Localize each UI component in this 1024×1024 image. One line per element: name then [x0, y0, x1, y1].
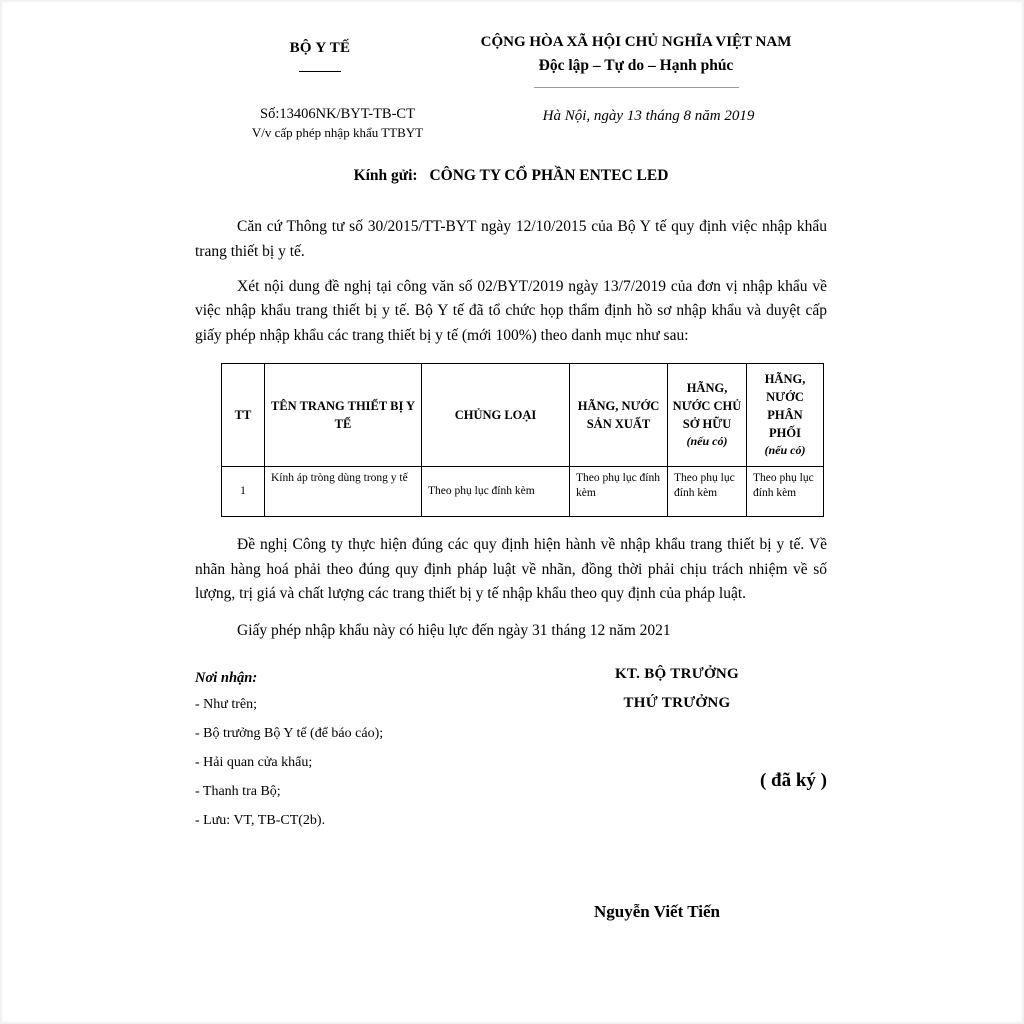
- issuing-agency-name: BỘ Y TẾ: [289, 40, 351, 56]
- table-header-manufacturer: HÃNG, NƯỚC SẢN XUẤT: [570, 363, 668, 466]
- cell-owner: Theo phụ lục đính kèm: [668, 466, 747, 516]
- recipients-label: Nơi nhận:: [195, 670, 258, 687]
- signer-title-acting: KT. BỘ TRƯỞNG: [614, 666, 740, 683]
- table-header-distributor: HÃNG, NƯỚC PHÂN PHỐI (nếu có): [747, 363, 824, 466]
- salutation-recipient: CÔNG TY CỔ PHẦN ENTEC LED: [429, 167, 669, 184]
- national-header-block: [445, 34, 827, 88]
- signer-name: Nguyễn Viết Tiến: [594, 902, 720, 922]
- document-number: Số:13406NK/BYT-TB-CT: [260, 106, 415, 122]
- signed-stamp-note: ( đã ký ): [759, 770, 827, 792]
- salutation-label: Kính gửi:: [353, 167, 418, 184]
- recipient-item: - Như trên;: [195, 697, 258, 713]
- national-title: CỘNG HÒA XÃ HỘI CHỦ NGHĨA VIỆT NAM: [480, 34, 792, 50]
- paragraph-approval: Xét nội dung đề nghị tại công văn số 02/BYT/2019 ngày 13/7/2019 của đơn vị nhập khẩu về việc nhập khẩu trang thiết bị y tế. Bộ Y tế đã tổ chức họp thẩm định hồ sơ nhập khẩu và duyệt cấp giấy phép nhập khẩu các trang thiết bị y tế (mới 100%) theo danh mục như sau:: [195, 277, 827, 345]
- motto-underline: [534, 87, 739, 88]
- table-header-row: [222, 363, 824, 466]
- table-header-owner: HÃNG, NƯỚC CHỦ SỞ HỮU (nếu có): [668, 363, 747, 466]
- salutation-line: [195, 167, 827, 185]
- signature-block: [527, 666, 827, 922]
- cell-category: Theo phụ lục đính kèm: [422, 466, 570, 516]
- table-header-device-name: TÊN TRANG THIẾT BỊ Y TẾ: [265, 363, 422, 466]
- paragraph-validity: Giấy phép nhập khẩu này có hiệu lực đến ngày 31 tháng 12 năm 2021: [237, 622, 671, 640]
- table-header-tt: TT: [222, 363, 265, 466]
- document-date-block: [470, 106, 827, 141]
- agency-underline: [299, 71, 341, 72]
- paragraph-obligations: Đề nghị Công ty thực hiện đúng các quy định hiện hành về nhập khẩu trang thiết bị y tế. Về nhãn hàng hoá phải theo đúng quy định pháp luật về nhãn, đồng thời phải chịu trách nhiệm về số lượng, trị giá và chất lượng các trang thiết bị y tế nhập khẩu theo quy định của pháp luật.: [195, 535, 827, 603]
- cell-manufacturer: Theo phụ lục đính kèm: [570, 466, 668, 516]
- license-table: [221, 363, 824, 517]
- document-header: [195, 34, 827, 88]
- recipient-item: - Hải quan cửa khẩu;: [195, 755, 313, 771]
- national-motto: Độc lập – Tự do – Hạnh phúc: [538, 57, 734, 74]
- cell-device-name: Kính áp tròng dùng trong y tế: [265, 466, 422, 516]
- table-header-category: CHỦNG LOẠI: [422, 363, 570, 466]
- document-number-block: [195, 106, 470, 141]
- issuing-agency-block: [195, 34, 445, 88]
- signer-title-deputy: THỨ TRƯỞNG: [623, 695, 731, 712]
- document-date: Hà Nội, ngày 13 tháng 8 năm 2019: [542, 108, 755, 124]
- recipient-item: - Bộ trưởng Bộ Y tế (để báo cáo);: [195, 726, 384, 742]
- recipients-block: [195, 666, 527, 922]
- document-footer: [195, 666, 827, 922]
- table-row: [222, 466, 824, 516]
- paragraph-legal-basis: Căn cứ Thông tư số 30/2015/TT-BYT ngày 12/10/2015 của Bộ Y tế quy định việc nhập khẩu trang thiết bị y tế.: [195, 218, 827, 260]
- cell-tt: 1: [222, 466, 265, 516]
- recipient-item: - Lưu: VT, TB-CT(2b).: [195, 813, 326, 829]
- document-meta-row: [195, 106, 827, 141]
- cell-distributor: Theo phụ lục đính kèm: [747, 466, 824, 516]
- document-subject: V/v cấp phép nhập khẩu TTBYT: [251, 125, 424, 140]
- recipient-item: - Thanh tra Bộ;: [195, 784, 281, 800]
- document-body: [195, 34, 827, 922]
